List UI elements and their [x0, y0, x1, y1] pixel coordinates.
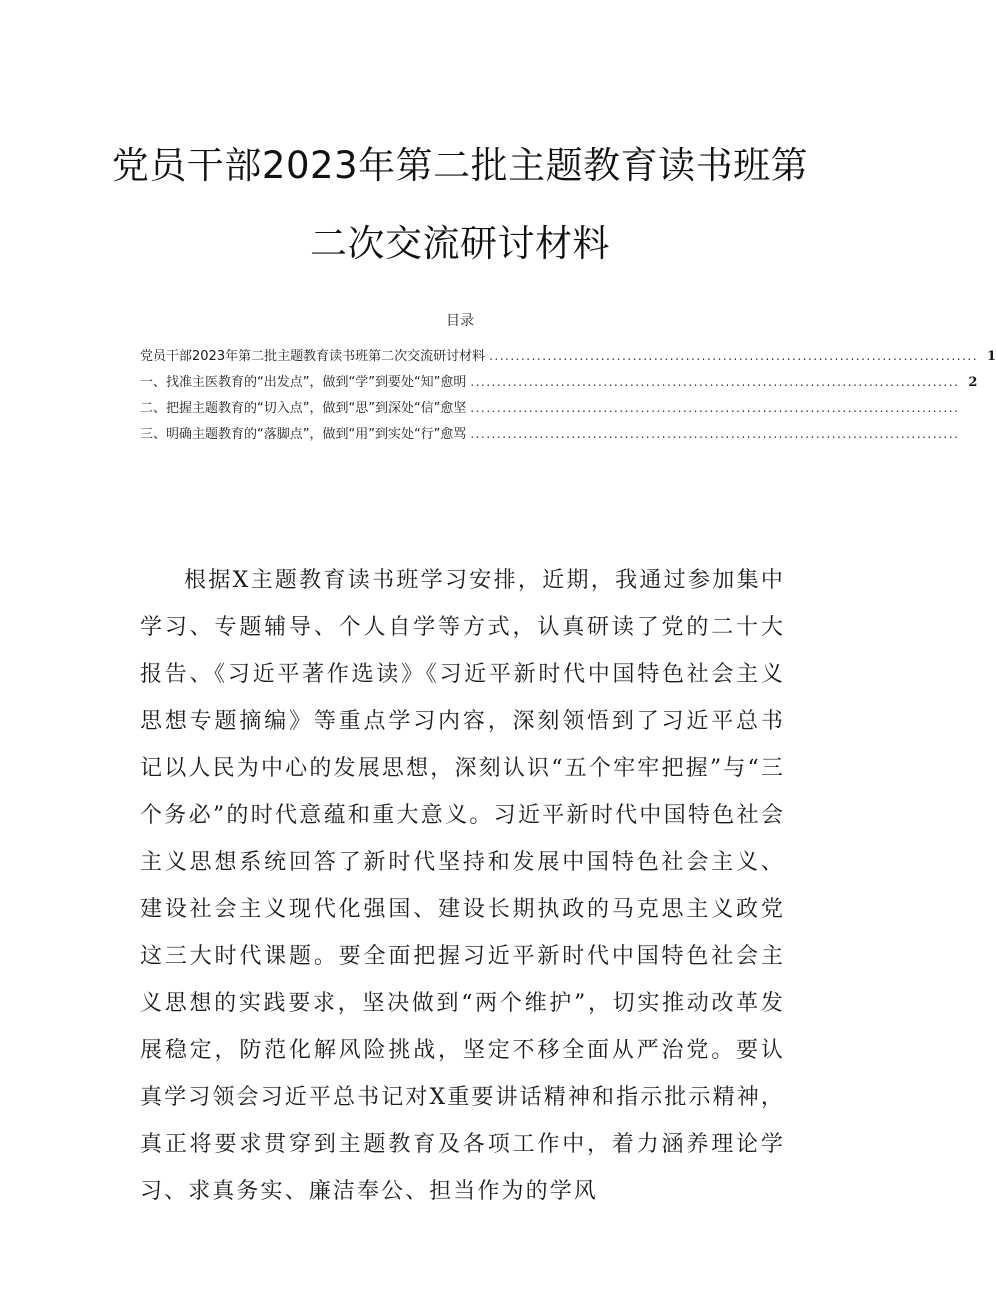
- toc-leader-dots: ............................................................................................: [470, 375, 960, 389]
- toc-entry-text: 党员干部2023年第二批主题教育读书班第二次交流研讨材料: [140, 349, 486, 364]
- toc-entry[interactable]: [140, 398, 960, 424]
- toc-leader-dots: ............................................................................................: [489, 349, 979, 363]
- toc-heading: 目录: [446, 313, 474, 329]
- body-paragraph: 根据X主题教育读书班学习安排，近期，我通过参加集中学习、专题辅导、个人自学等方式，认真研读了党的二十大报告、《习近平著作选读》《习近平新时代中国特色社会主义思想专题摘编》等重点学习内容，深刻领悟到了习近平总书记以人民为中心的发展思想，深刻认识“五个牢牢把握”与“三个务必”的时代意蕴和重大意义。习近平新时代中国特色社会主义思想系统回答了新时代坚持和发展中国特色社会主义、建设社会主义现代化强国、建设长期执政的马克思主义政党这三大时代课题。要全面把握习近平新时代中国特色社会主义思想的实践要求，坚决做到“两个维护”，切实推动改革发展稳定，防范化解风险挑战，坚定不移全面从严治党。要认真学习领会习近平总书记对X重要讲话精神和指示批示精神，真正将要求贯穿到主题教育及各项工作中，着力涵养理论学习、求真务实、廉洁奉公、担当作为的学风: [140, 568, 785, 1204]
- toc-entry-page: 2: [968, 375, 978, 390]
- toc-entry-text: 二、把握主题教育的“切入点”，做到“思”到深处“信”愈坚: [140, 401, 467, 416]
- toc-leader-dots: ............................................................................................: [470, 427, 960, 441]
- toc-entry-text: 一、找准主医教育的“出发点”，做到“学”到要处“知”愈明: [140, 375, 467, 390]
- toc-entry[interactable]: [140, 372, 978, 398]
- toc-entry[interactable]: [140, 424, 960, 450]
- toc-entry-text: 三、明确主题教育的“落脚点”，做到“用”到实处“行”愈骂: [140, 427, 467, 442]
- toc-leader-dots: ............................................................................................: [470, 401, 960, 415]
- toc-entry[interactable]: [140, 346, 996, 372]
- document-title-line-1: 党员干部2023年第二批主题教育读书班第: [111, 144, 809, 187]
- document-title-line-2: 二次交流研讨材料: [310, 222, 610, 265]
- table-of-contents: [140, 346, 996, 450]
- toc-entry-page: 1: [986, 349, 996, 364]
